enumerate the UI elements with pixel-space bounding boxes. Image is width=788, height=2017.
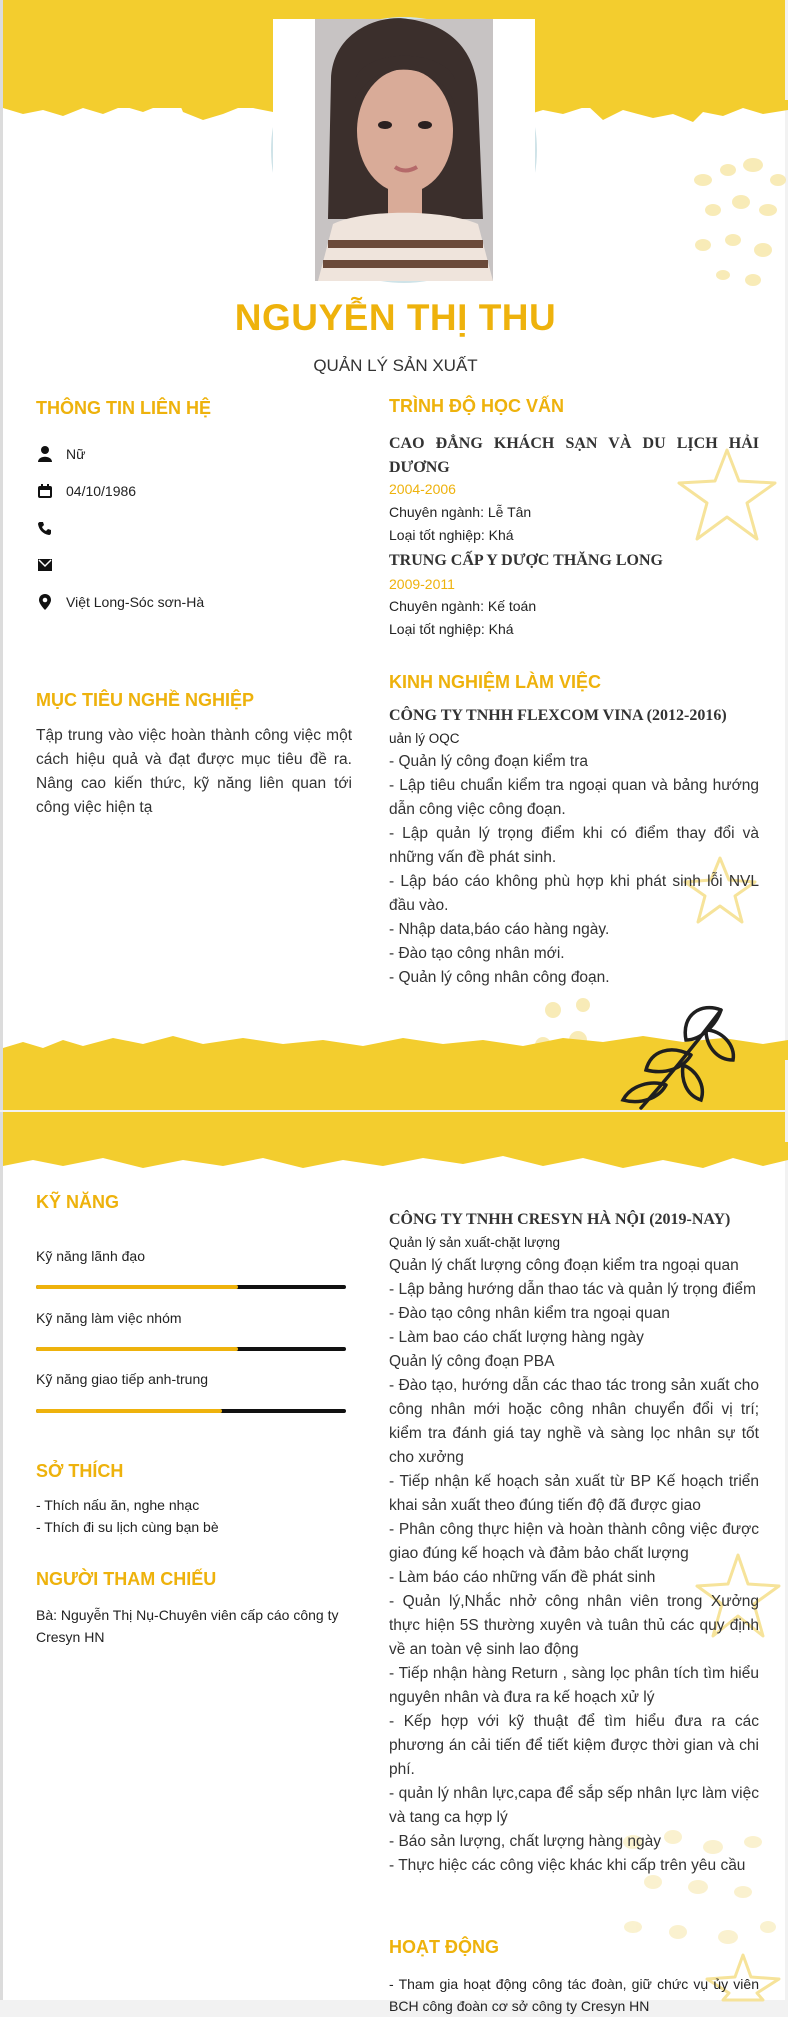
- job-line: - Đào tạo, hướng dẫn các thao tác trong sản xuất cho công nhân mới hoặc công nhân chuyển đổi vị trí; kiểm tra đánh giá tay nghề và sàng lọc nhân sự tốt cho xưởng: [389, 1377, 759, 1466]
- star-decoration: [675, 445, 780, 545]
- hobbies-heading: SỞ THÍCH: [36, 1461, 124, 1481]
- skill-bar: [36, 1285, 346, 1289]
- contact-heading: THÔNG TIN LIÊN HỆ: [36, 398, 211, 418]
- location-icon: [36, 593, 54, 611]
- skills-heading: KỸ NĂNG: [36, 1192, 120, 1212]
- education-grade-1: Loại tốt nghiệp: Khá: [389, 527, 514, 543]
- references-text: Bà: Nguyễn Thị Nụ-Chuyên viên cấp cáo công ty Cresyn HN: [36, 1607, 339, 1645]
- job-line: - Quản lý công đoạn kiểm tra: [389, 753, 589, 770]
- education-major-2: Chuyên ngành: Kế toán: [389, 598, 537, 614]
- cv-page-2: [0, 1112, 785, 2014]
- activities-heading: HOẠT ĐỘNG: [389, 1937, 499, 1957]
- job-line: - Làm báo cáo những vấn đề phát sinh: [389, 1569, 656, 1586]
- skill-bar-fill: [36, 1285, 238, 1289]
- skill-bar-fill: [36, 1409, 222, 1413]
- job-company-2: CÔNG TY TNHH CRESYN HÀ NỘI (2019-NAY): [389, 1211, 731, 1228]
- gender-value: Nữ: [66, 446, 86, 462]
- job-role: uản lý OQC: [389, 731, 460, 746]
- objective-text: Tập trung vào việc hoàn thành công việc một cách hiệu quả và đạt được mục tiêu đề ra. Nâng cao kiến thức, kỹ năng liên quan tới công việc hiện tạ: [36, 727, 352, 816]
- skill-bar: [36, 1409, 346, 1413]
- header-band-edge: [3, 1142, 788, 1174]
- job-line: Quản lý chất lượng công đoạn kiểm tra ngoại quan: [389, 1257, 739, 1274]
- job-line: - Lập quản lý trọng điểm khi có điểm thay đổi và những vấn đề phát sinh.: [389, 825, 759, 866]
- job-line: - Tiếp nhận hàng Return , sàng lọc phân tích tìm hiểu nguyên nhân và đưa ra kế hoạch xử lý: [389, 1665, 759, 1706]
- phone-icon: [36, 519, 54, 537]
- job-details-1: [389, 728, 759, 990]
- decor-dots: [683, 150, 788, 290]
- skill-bar: [36, 1347, 346, 1351]
- header-band: [3, 1112, 785, 1146]
- job-line: - Tiếp nhận kế hoạch sản xuất từ BP Kế hoạch triển khai sản xuất theo đúng tiến độ đã được giao: [389, 1473, 759, 1514]
- job-line: - Lập báo cáo không phù hợp khi phát sinh lỗi NVL đầu vào.: [389, 873, 759, 914]
- job-line: - Quản lý công nhân công đoạn.: [389, 969, 610, 986]
- education-years-2: 2009-2011: [389, 576, 455, 592]
- job-line: - Thực hiệc các công việc khác khi cấp trên yêu cầu: [389, 1857, 746, 1874]
- job-line: - Lập tiêu chuẩn kiểm tra ngoại quan và bảng hướng dẫn công việc công đoạn.: [389, 777, 759, 818]
- job-line: - Làm bao cáo chất lượng hàng ngày: [389, 1329, 644, 1346]
- job-line: - Phân công thực hiện và hoàn thành công việc được giao đúng kế hoạch và đảm bảo chất lượng: [389, 1521, 759, 1562]
- email-icon: [36, 556, 54, 574]
- education-school-2: TRUNG CẤP Y DƯỢC THĂNG LONG: [389, 552, 663, 569]
- contact-birthday: [36, 480, 136, 502]
- job-line: - Lập bảng hướng dẫn thao tác và quản lý trọng điểm: [389, 1281, 756, 1298]
- job-line: Quản lý công đoạn PBA: [389, 1353, 555, 1370]
- job-role: Quản lý sản xuất-chặt lượng: [389, 1235, 560, 1250]
- education-school-1: CAO ĐẲNG KHÁCH SẠN VÀ DU LỊCH HẢI DƯƠNG: [389, 435, 759, 476]
- job-line: - Đào tạo công nhân kiểm tra ngoại quan: [389, 1305, 670, 1322]
- education-heading: TRÌNH ĐỘ HỌC VẤN: [389, 396, 564, 416]
- objective-heading: MỤC TIÊU NGHỀ NGHIỆP: [36, 690, 255, 710]
- job-line: - quản lý nhân lực,capa để sắp sếp nhân lực làm việc và tang ca hợp lý: [389, 1785, 759, 1826]
- job-line: - Kếp hợp với kỹ thuật để tìm hiểu đưa ra các phương án cải tiến để tiết kiệm được thời gian và chi phí.: [389, 1713, 759, 1778]
- profile-photo: [271, 17, 537, 283]
- job-line: - Báo sản lượng, chất lượng hàng ngày: [389, 1833, 662, 1850]
- hobby-item: - Thích nấu ăn, nghe nhạc: [36, 1497, 200, 1513]
- candidate-position: QUẢN LÝ SẢN XUẤT: [313, 356, 478, 375]
- birthday-value: 04/10/1986: [66, 483, 137, 499]
- education-major-1: Chuyên ngành: Lễ Tân: [389, 504, 532, 520]
- activities-text: - Tham gia hoạt động công tác đoàn, giữ chức vụ ủy viên BCH công đoàn cơ sở công ty Cresyn HN: [389, 1976, 759, 2014]
- person-icon: [36, 445, 54, 463]
- address-value: Việt Long-Sóc sơn-Hà: [66, 594, 205, 610]
- job-line: - Nhập data,báo cáo hàng ngày.: [389, 921, 610, 938]
- avatar: [273, 19, 535, 281]
- job-details-2: [389, 1232, 759, 1878]
- contact-gender: [36, 443, 85, 465]
- leaf-icon: [611, 1000, 741, 1110]
- skill-label: Kỹ năng giao tiếp anh-trung: [36, 1371, 209, 1387]
- experience-heading: KINH NGHIỆM LÀM VIỆC: [389, 672, 602, 692]
- job-line: - Đào tạo công nhân mới.: [389, 945, 565, 962]
- skill-label: Kỹ năng lãnh đạo: [36, 1248, 145, 1264]
- skill-label: Kỹ năng làm việc nhóm: [36, 1310, 182, 1326]
- calendar-icon: [36, 482, 54, 500]
- education-grade-2: Loại tốt nghiệp: Khá: [389, 621, 514, 637]
- contact-email: [36, 554, 66, 576]
- education-years-1: 2004-2006: [389, 481, 456, 497]
- job-company-1: CÔNG TY TNHH FLEXCOM VINA (2012-2016): [389, 707, 727, 724]
- hobby-item: - Thích đi su lịch cùng bạn bè: [36, 1519, 219, 1535]
- job-line: - Quản lý,Nhắc nhở công nhân viên trong Xưởng thực hiện 5S thường xuyên và tuân thủ các quy định về an toàn vệ sinh lao động: [389, 1593, 759, 1658]
- references-heading: NGƯỜI THAM CHIẾU: [36, 1569, 217, 1589]
- contact-address: [36, 591, 204, 613]
- skill-bar-fill: [36, 1347, 238, 1351]
- candidate-name: NGUYỄN THỊ THU: [234, 297, 557, 338]
- contact-phone: [36, 517, 66, 539]
